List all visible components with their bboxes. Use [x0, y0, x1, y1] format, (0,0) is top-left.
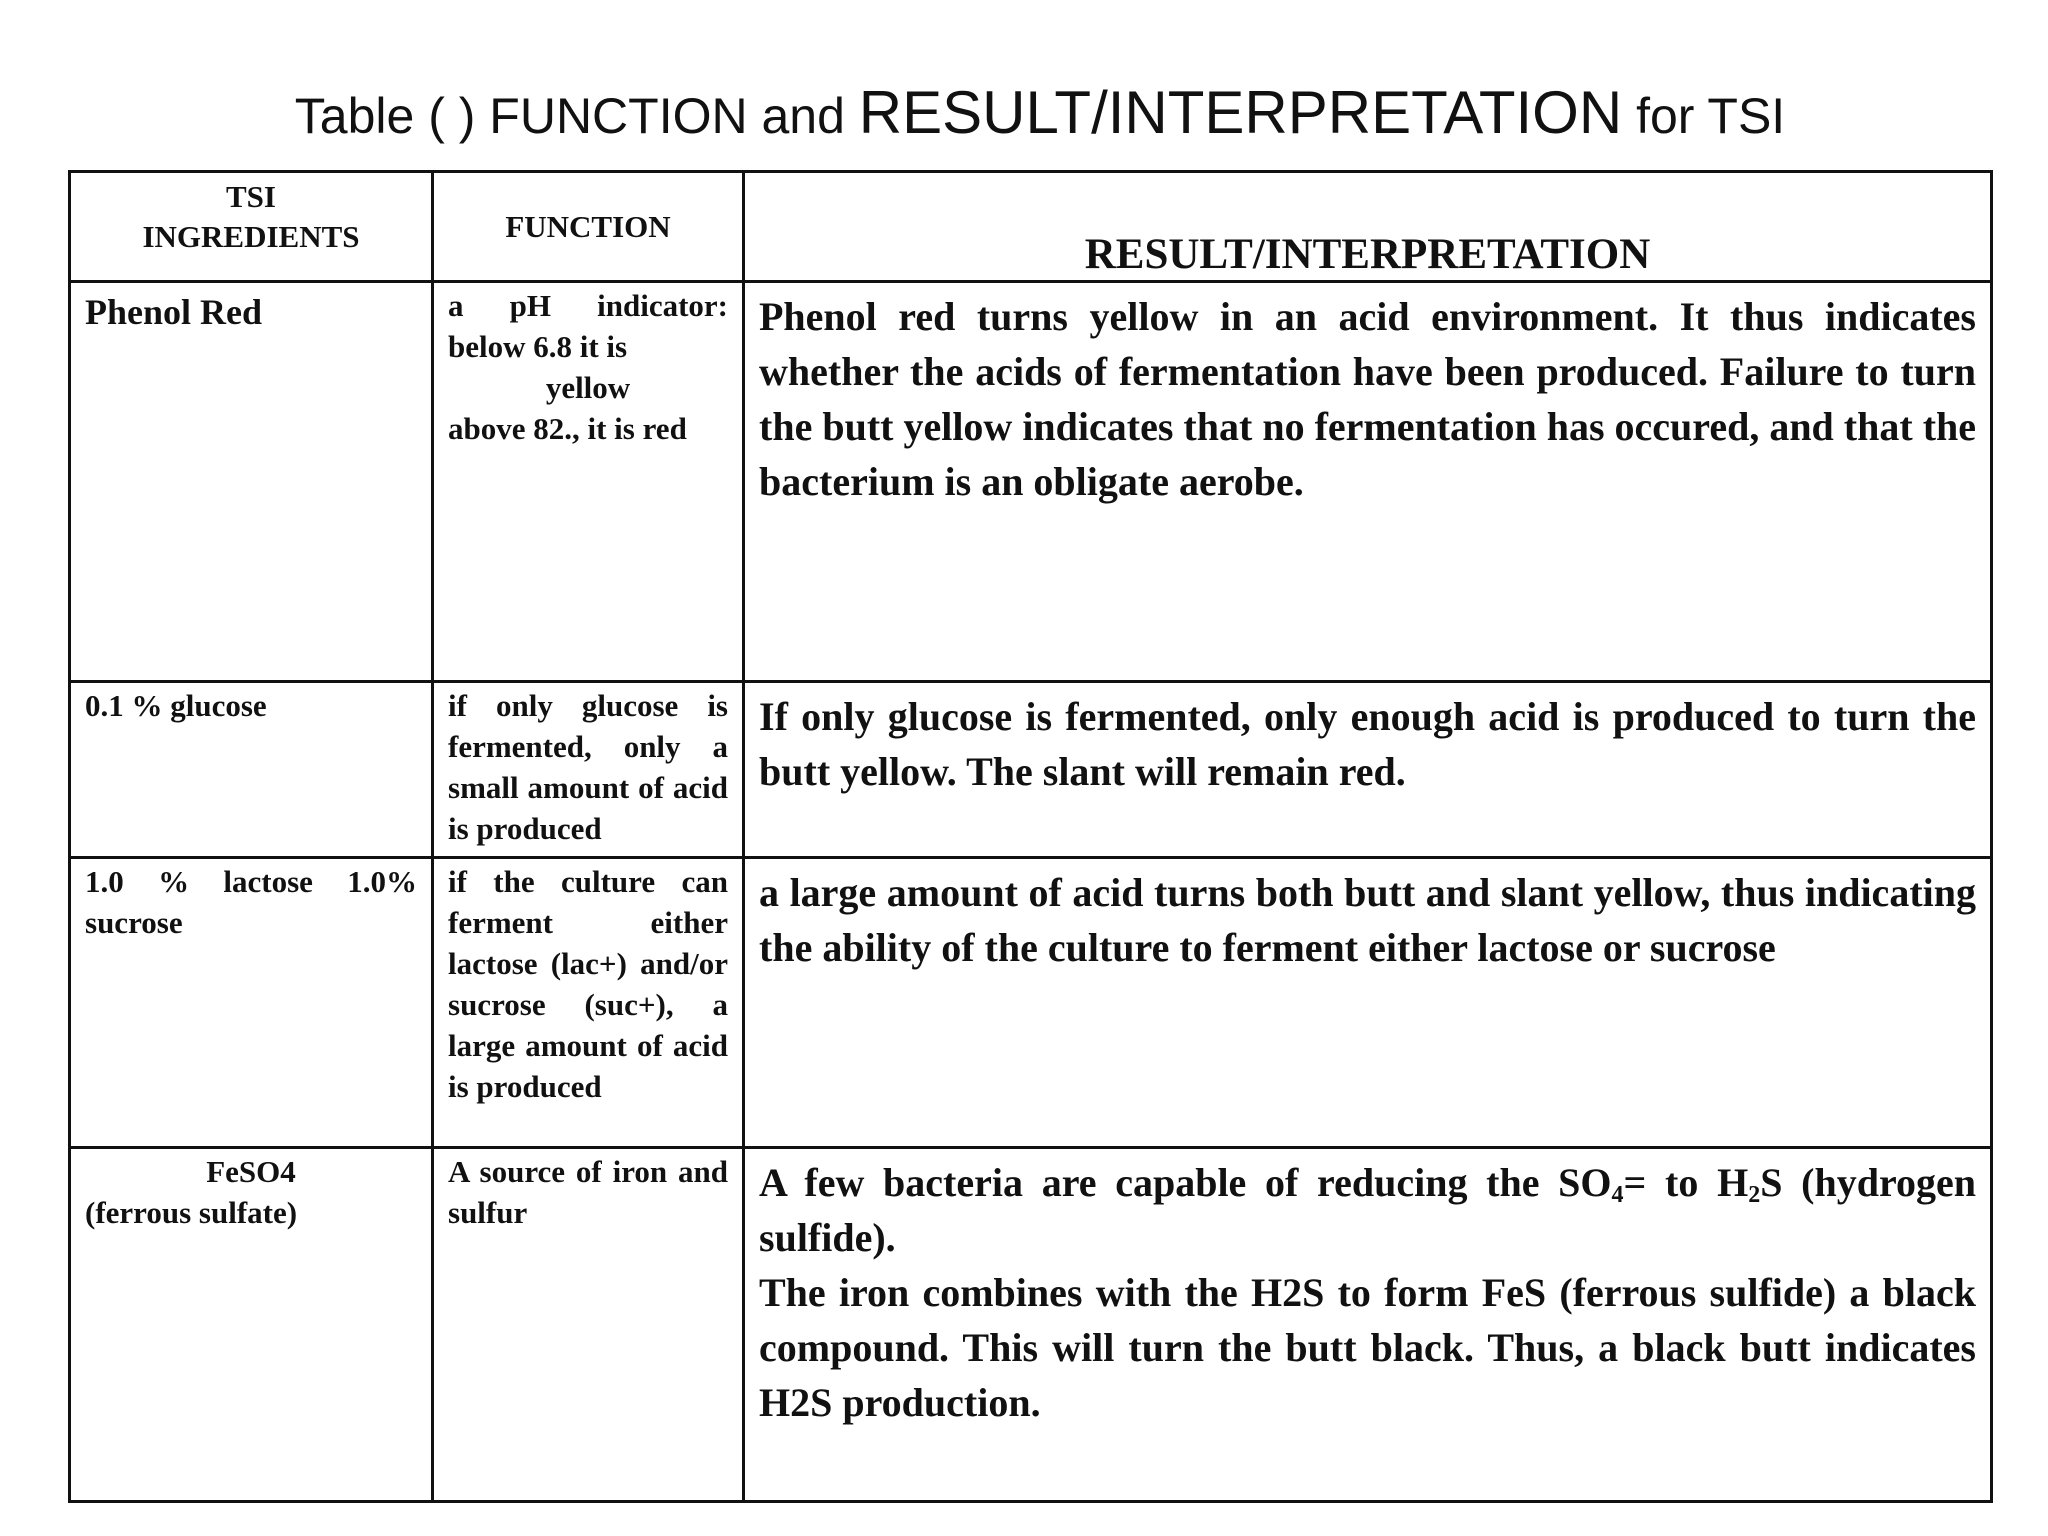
ingredient-line: FeSO4 [206, 1154, 296, 1189]
function-cell: if only glucose is fermented, only a small amount of acid is produced [433, 682, 744, 858]
result-text: A few bacteria are capable of reducing the SO [759, 1160, 1612, 1205]
result-cell: Phenol red turns yellow in an acid environment. It thus indicates whether the acids of fermentation have been produced. Failure to turn the butt yellow indicates that no fermentation has occured, and that the bacterium is an obligate aerobe. [744, 282, 1992, 682]
result-cell [744, 1148, 1992, 1502]
ingredient-line: (ferrous sulfate) [85, 1195, 298, 1230]
function-text: above 82., it is red [448, 411, 687, 446]
result-text: = to H [1623, 1160, 1749, 1205]
header-ingredients-line1: TSI [226, 179, 276, 214]
ingredient-cell: 0.1 % glucose [70, 682, 433, 858]
result-text: The iron combines with the H2S to form FeS (ferrous sulfide) a black compound. This will turn the butt black. Thus, a black butt indicates H2S production. [759, 1270, 1976, 1425]
header-function: FUNCTION [433, 172, 744, 282]
table-row [70, 682, 1992, 858]
table-row [70, 858, 1992, 1148]
tsi-table [68, 170, 1993, 1503]
page-title [0, 78, 2048, 147]
subscript: 2 [1748, 1182, 1761, 1208]
ingredient-cell: 1.0 % lactose 1.0% sucrose [70, 858, 433, 1148]
function-cell: A source of iron and sulfur [433, 1148, 744, 1502]
ingredient-cell [70, 1148, 433, 1502]
title-part3: for TSI [1622, 88, 1786, 144]
result-cell: If only glucose is fermented, only enough acid is produced to turn the butt yellow. The slant will remain red. [744, 682, 1992, 858]
title-part1: Table ( ) FUNCTION and [294, 88, 859, 144]
title-part2: RESULT/INTERPRETATION [858, 79, 1623, 146]
function-cell [433, 282, 744, 682]
subscript: 4 [1611, 1182, 1624, 1208]
header-row [70, 172, 1992, 282]
result-cell: a large amount of acid turns both butt and slant yellow, thus indicating the ability of the culture to ferment either lactose or sucrose [744, 858, 1992, 1148]
function-text: yellow [545, 370, 631, 405]
function-text: a pH indicator: below 6.8 it is [448, 288, 728, 364]
result-text: S (hydrogen sulfide). [759, 1160, 1977, 1260]
header-ingredients [70, 172, 433, 282]
ingredient-cell: Phenol Red [70, 282, 433, 682]
header-result: RESULT/INTERPRETATION [744, 172, 1992, 282]
function-cell: if the culture can ferment either lactose (lac+) and/or sucrose (suc+), a large amount of acid is produced [433, 858, 744, 1148]
table-row [70, 1148, 1992, 1502]
header-ingredients-line2: INGREDIENTS [142, 219, 360, 254]
table-row [70, 282, 1992, 682]
